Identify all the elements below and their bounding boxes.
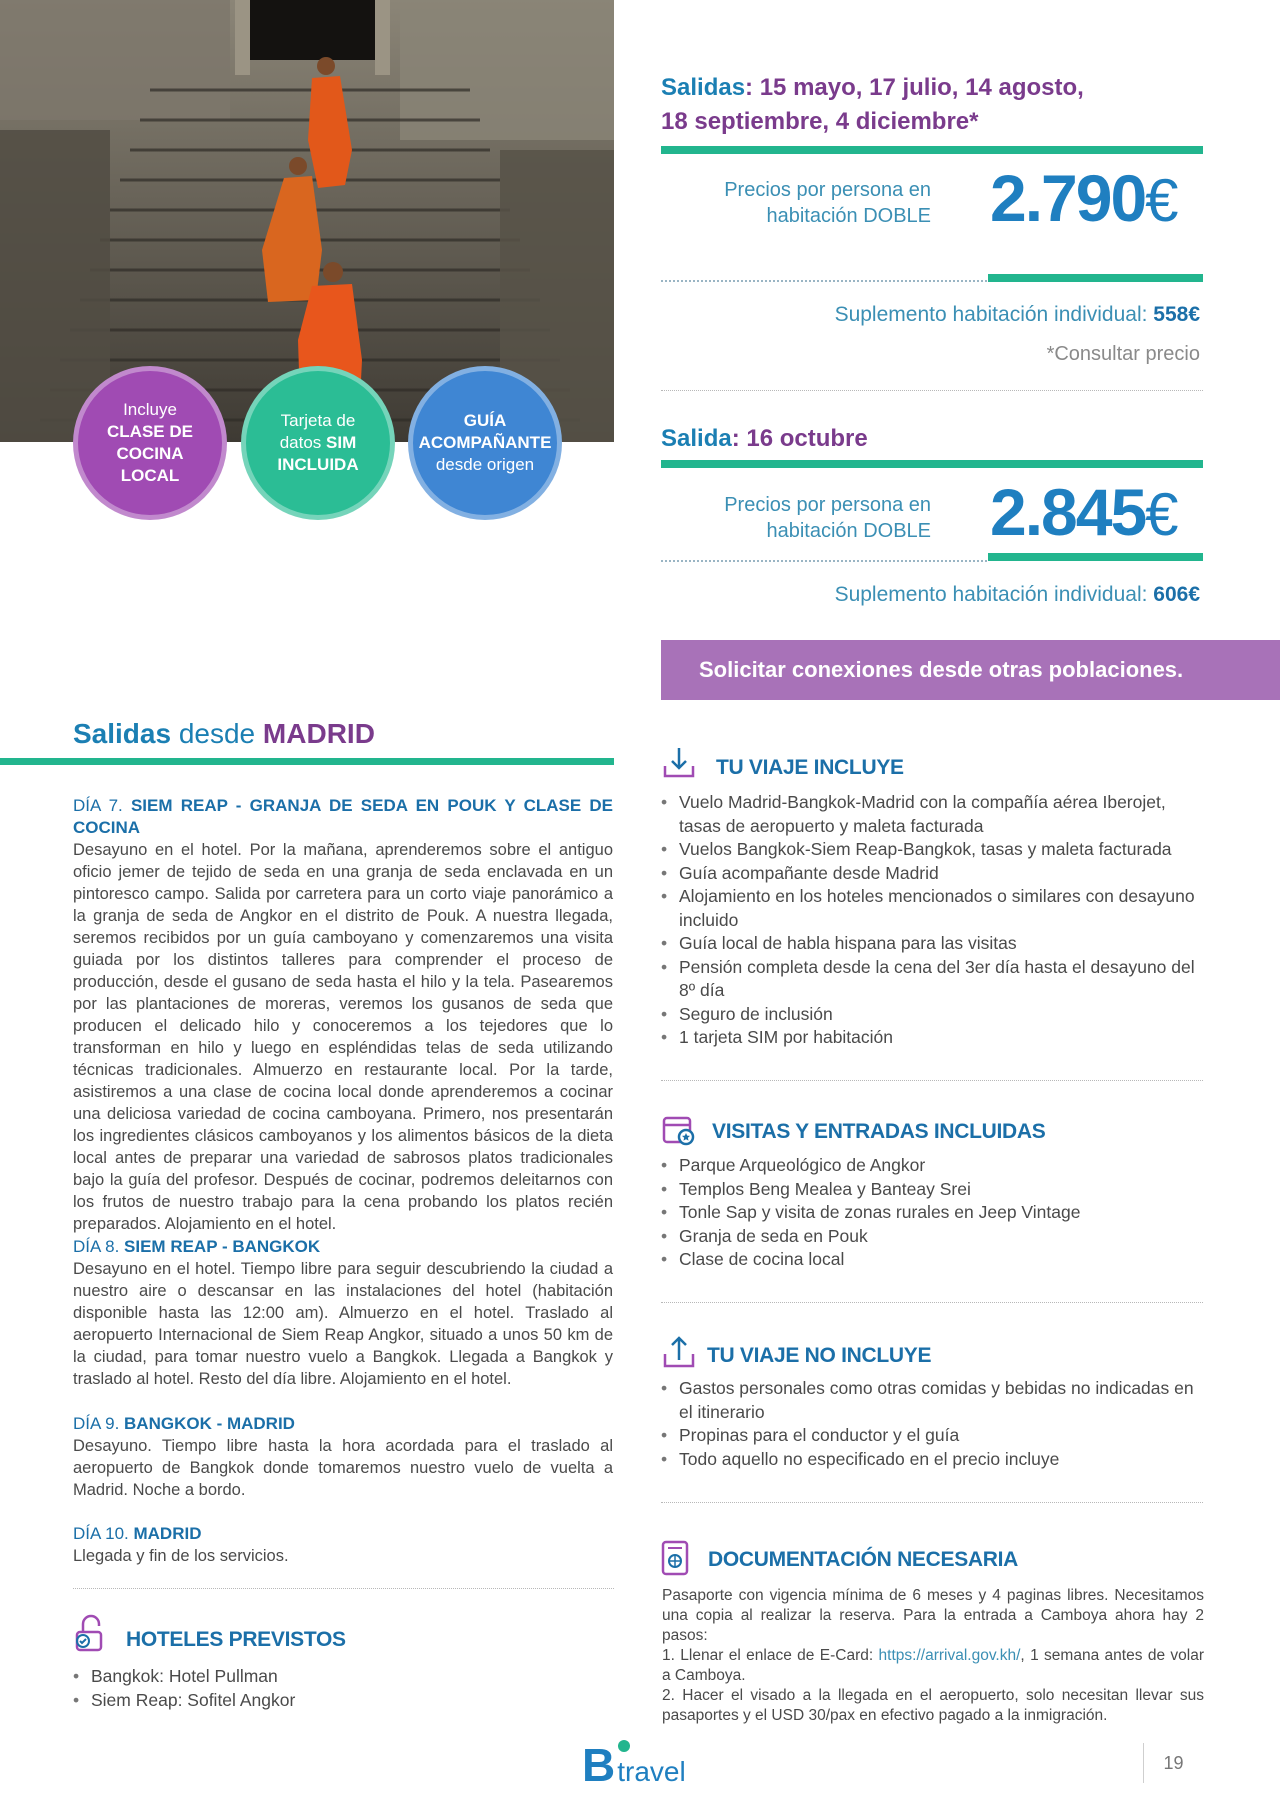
badge-text-line — [280, 432, 357, 454]
supplement-value: 606€ — [1153, 583, 1200, 606]
list-item: • Granja de seda en Pouk — [661, 1225, 1206, 1249]
day-title: SIEM REAP - BANGKOK — [124, 1237, 321, 1256]
day-number: DÍA 7. — [73, 796, 131, 815]
badge-text: GUÍA — [463, 411, 507, 430]
download-arrow-icon — [661, 744, 697, 780]
departures-dates: 18 septiembre, 4 diciembre* — [661, 108, 979, 135]
badge-text: INCLUIDA — [277, 455, 359, 474]
hotels-list — [73, 1665, 613, 1712]
price-currency: € — [1145, 481, 1177, 548]
ticket-icon — [661, 1112, 697, 1148]
connections-cta-button[interactable]: Solicitar conexiones desde otras poblaciones. — [661, 640, 1280, 700]
doc-paragraph: 2. Hacer el visado a la llegada en el aeropuerto, solo necesitan llevar sus pasaportes y el USD 30/pax en efectivo pagado a la inmigración. — [662, 1687, 1204, 1724]
supplement-label: Suplemento habitación individual: — [834, 583, 1154, 606]
includes-title: TU VIAJE INCLUYE — [716, 756, 904, 779]
badge-text: LOCAL — [120, 466, 180, 485]
day-number: DÍA 10. — [73, 1524, 134, 1543]
price-value — [990, 160, 1177, 236]
badge-text: Incluye — [123, 400, 177, 419]
badge-text: CLASE DE — [107, 422, 193, 441]
departures-dates: : 16 octubre — [731, 425, 868, 452]
doc-text: , 1 semana antes de volar a Camboya. — [662, 1647, 1205, 1684]
logo-text: travel — [617, 1756, 686, 1787]
badge-text: SIM — [326, 433, 357, 452]
list-item: • Templos Beng Mealea y Banteay Srei — [661, 1178, 1206, 1202]
price-currency: € — [1145, 167, 1177, 234]
itinerary-day — [73, 1236, 613, 1390]
not-included-list — [661, 1377, 1206, 1471]
price-label-line: habitación DOBLE — [766, 520, 931, 542]
list-item: • Gastos personales como otras comidas y bebidas no indicadas en el itinerario — [661, 1377, 1206, 1424]
supplement — [835, 303, 1200, 327]
day-heading — [73, 1414, 295, 1433]
btravel-logo — [582, 1738, 686, 1792]
page-number: 19 — [1143, 1743, 1203, 1783]
badge-text: ACOMPAÑANTE — [418, 433, 552, 452]
divider — [661, 1502, 1203, 1503]
section-title-salidas-madrid — [73, 718, 375, 750]
day-number: DÍA 9. — [73, 1414, 125, 1433]
price-value — [990, 474, 1177, 550]
supplement-label: Suplemento habitación individual: — [834, 303, 1154, 326]
departures-dates: : 15 mayo, 17 julio, 14 agosto, — [745, 74, 1084, 101]
badge-cooking-class — [73, 366, 227, 520]
price-label — [661, 177, 931, 229]
day-title: MADRID — [133, 1524, 202, 1543]
includes-list — [661, 791, 1206, 1050]
ecard-link[interactable]: https://arrival.gov.kh/ — [878, 1647, 1021, 1664]
itinerary-day — [73, 1413, 613, 1501]
hotels-title: HOTELES PREVISTOS — [126, 1628, 346, 1651]
day-title: BANGKOK - MADRID — [124, 1414, 295, 1433]
passport-icon — [661, 1540, 689, 1576]
badge-text: Tarjeta de — [280, 411, 356, 430]
divider — [661, 390, 1203, 391]
price-label-line: Precios por persona en — [724, 494, 931, 516]
price-label-line: Precios por persona en — [724, 179, 931, 201]
title-part: desde — [171, 718, 263, 749]
badge-guide — [408, 366, 562, 520]
list-item: • Tonle Sap y visita de zonas rurales en Jeep Vintage — [661, 1201, 1206, 1225]
price-label-line: habitación DOBLE — [766, 205, 931, 227]
day-text: Desayuno. Tiempo libre hasta la hora acordada para el traslado al aeropuerto de Bangkok donde tomaremos nuestro vuelo de vuelta a Madrid. Noche a bordo. — [73, 1437, 613, 1499]
green-divider — [661, 146, 1203, 154]
list-item: • Clase de cocina local — [661, 1248, 1206, 1272]
title-part: Salidas — [73, 718, 172, 749]
logo-b: B — [582, 1739, 616, 1791]
badge-text: desde origen — [435, 455, 535, 474]
doc-text: 1. Llenar el enlace de E-Card: — [662, 1647, 879, 1664]
green-divider — [661, 460, 1203, 468]
day-heading — [73, 1237, 320, 1256]
documentation-title: DOCUMENTACIÓN NECESARIA — [708, 1548, 1019, 1571]
badge-sim-card — [241, 366, 395, 520]
consult-note: *Consultar precio — [1046, 343, 1200, 365]
day-heading — [73, 1524, 201, 1543]
list-item: • Alojamiento en los hoteles mencionados o similares con desayuno incluido — [661, 885, 1206, 932]
list-item: • Guía acompañante desde Madrid — [661, 862, 1206, 886]
title-part: MADRID — [262, 718, 375, 749]
hotel-key-icon — [71, 1612, 111, 1654]
day-title: SIEM REAP - GRANJA DE SEDA EN POUK Y CLASE DE COCINA — [73, 796, 613, 837]
supplement-value: 558€ — [1153, 303, 1200, 326]
itinerary-day — [73, 795, 613, 1235]
list-item: • Pensión completa desde la cena del 3er día hasta el desayuno del 8º día — [661, 956, 1206, 1003]
departures-label: Salidas — [661, 74, 746, 101]
green-divider — [988, 553, 1203, 561]
logo-dot — [618, 1740, 630, 1752]
price-label — [661, 492, 931, 544]
divider — [73, 1588, 614, 1589]
visits-list — [661, 1154, 1206, 1272]
list-item: • Parque Arqueológico de Angkor — [661, 1154, 1206, 1178]
upload-arrow-icon — [661, 1334, 697, 1370]
itinerary-day — [73, 1523, 613, 1567]
price-amount: 2.845 — [990, 475, 1146, 549]
doc-paragraph — [662, 1646, 1204, 1686]
green-divider — [0, 758, 614, 765]
list-item: • Siem Reap: Sofitel Angkor — [73, 1689, 613, 1713]
list-item: • Guía local de habla hispana para las visitas — [661, 932, 1206, 956]
list-item: • Todo aquello no especificado en el precio incluye — [661, 1448, 1206, 1472]
list-item: • Seguro de inclusión — [661, 1003, 1206, 1027]
documentation-text — [662, 1586, 1204, 1726]
day-number: DÍA 8. — [73, 1237, 125, 1256]
list-item: • Bangkok: Hotel Pullman — [73, 1665, 613, 1689]
badge-text: COCINA — [116, 444, 184, 463]
departures-label: Salida — [661, 425, 732, 452]
list-item: • Vuelo Madrid-Bangkok-Madrid con la compañía aérea Iberojet, tasas de aeropuerto y maleta facturada — [661, 791, 1206, 838]
list-item: • Propinas para el conductor y el guía — [661, 1424, 1206, 1448]
list-item: • 1 tarjeta SIM por habitación — [661, 1026, 1206, 1050]
visits-title: VISITAS Y ENTRADAS INCLUIDAS — [712, 1120, 1046, 1143]
day-text: Desayuno en el hotel. Por la mañana, aprenderemos sobre el antiguo oficio jemer de tejido de seda en una granja de seda enclavada en un pintoresco campo. Salida por carretera para un corto viaje panorámico a la granja de seda de Angkor en el distrito de Pouk. A nuestra llegada, seremos recibidos por un guía camboyano y comenzaremos una visita guiada por los distintos talleres para comprender el proceso de producción, desde el gusano de seda hasta el hilo y la tela. Pasearemos por las plantaciones de moreras, veremos los gusanos de seda que producen el delicado hilo y conoceremos a los tejedores que lo transforman en hilo y luego en espléndidas telas de seda utilizando técnicas tradicionales. Almuerzo en restaurante local. Por la tarde, asistiremos a una clase de cocina local donde aprenderemos a cocinar una deliciosa variedad de cocina camboyana. Primero, nos presentarán los ingredientes clásicos camboyanos y los alimentos básicos de la dieta local antes de preparar una variedad de sabrosos platos tradicionales bajo la guía del profesor. Después de cocinar, podremos deleitarnos con los frutos de nuestro trabajo para la cena probando los platos recién preparados. Alojamiento en el hotel. — [73, 841, 613, 1233]
doc-paragraph: Pasaporte con vigencia mínima de 6 meses y 4 paginas libres. Necesitamos una copia al realizar la reserva. Para la entrada a Camboya ahora hay 2 pasos: — [662, 1587, 1204, 1644]
list-item: • Vuelos Bangkok-Siem Reap-Bangkok, tasas y maleta facturada — [661, 838, 1206, 862]
badge-text: datos — [279, 433, 327, 452]
divider — [661, 1302, 1203, 1303]
day-text: Desayuno en el hotel. Tiempo libre para seguir descubriendo la ciudad a nuestro aire o descansar en las instalaciones del hotel (habitación disponible hasta las 12:00 am). Almuerzo en el hotel. Traslado al aeropuerto Internacional de Siem Reap Angkor, situado a unos 50 km de la ciudad, para tomar nuestro vuelo a Bangkok. Llegada a Bangkok y traslado al hotel. Resto del día libre. Alojamiento en el hotel. — [73, 1260, 613, 1388]
departures-title-1 — [661, 71, 1084, 139]
supplement — [835, 583, 1200, 607]
dotted-divider — [661, 560, 987, 562]
not-included-title: TU VIAJE NO INCLUYE — [707, 1344, 932, 1367]
day-heading — [73, 796, 613, 837]
price-amount: 2.790 — [990, 161, 1146, 235]
departures-title-2 — [661, 422, 868, 456]
dotted-divider — [661, 280, 987, 282]
day-text: Llegada y fin de los servicios. — [73, 1547, 289, 1565]
divider — [661, 1080, 1203, 1081]
green-divider — [988, 274, 1203, 282]
